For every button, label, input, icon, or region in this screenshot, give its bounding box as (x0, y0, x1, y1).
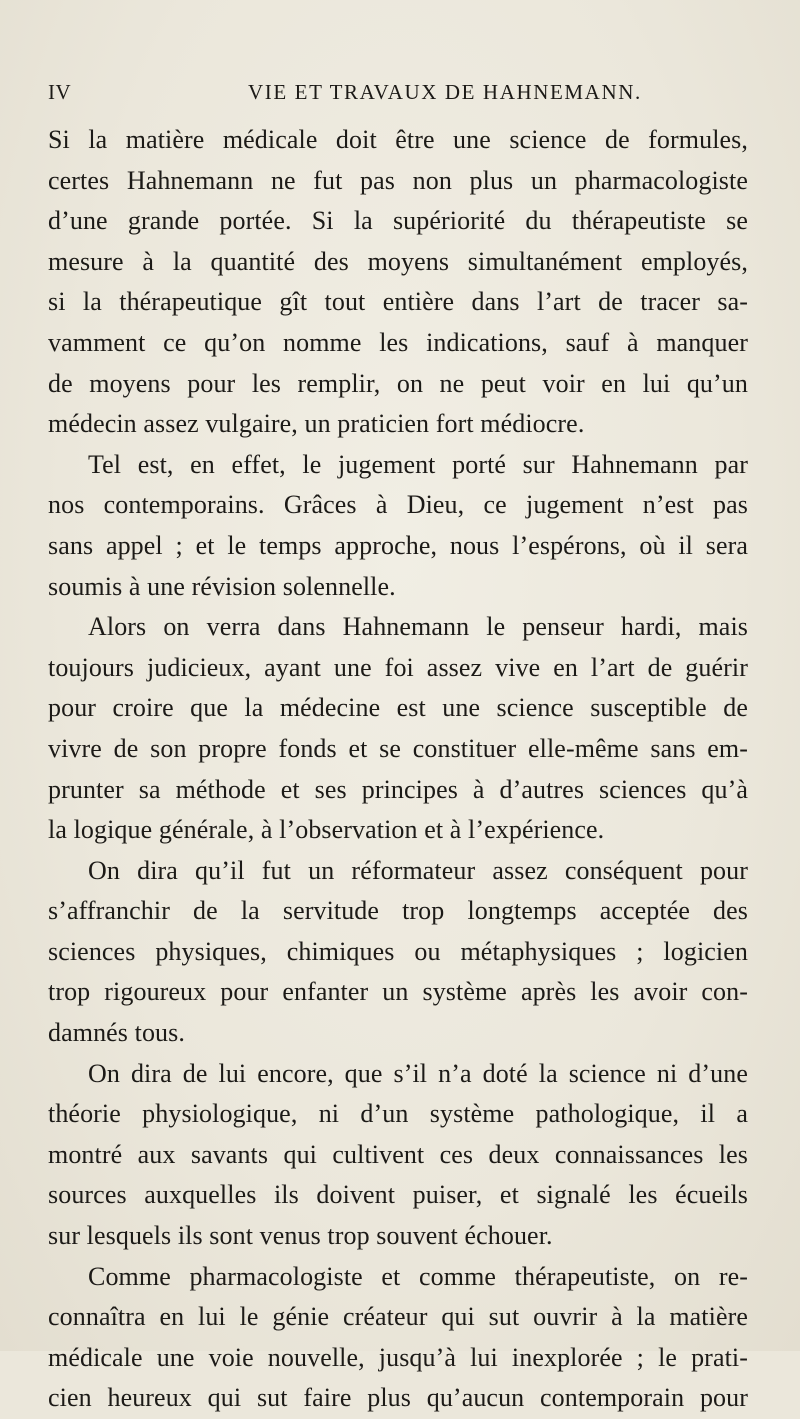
text-line: pour croire que la médecine est une science susceptible de (48, 693, 748, 723)
text-line: damnés tous. (48, 1018, 185, 1048)
body-text (48, 120, 748, 1419)
text-line: montré aux savants qui cultivent ces deux connaissances les (48, 1139, 748, 1169)
text-line: nos contemporains. Grâces à Dieu, ce jugement n’est pas (48, 490, 748, 520)
text-line: sources auxquelles ils doivent puiser, et signalé les écueils (48, 1180, 748, 1210)
text-line: de moyens pour les remplir, on ne peut voir en lui qu’un (48, 368, 748, 398)
text-line: la logique générale, à l’observation et à l’expérience. (48, 815, 605, 845)
running-title: VIE ET TRAVAUX DE HAHNEMANN. (248, 80, 642, 104)
text-line: mesure à la quantité des moyens simultanément employés, (48, 246, 748, 276)
text-line: certes Hahnemann ne fut pas non plus un pharmacologiste (48, 165, 748, 195)
running-head (48, 80, 750, 110)
text-line: Comme pharmacologiste et comme thérapeutiste, on re- (88, 1261, 748, 1291)
text-line: s’affranchir de la servitude trop longtemps acceptée des (48, 896, 748, 926)
text-line: Tel est, en effet, le jugement porté sur Hahnemann par (88, 449, 748, 479)
text-line: connaîtra en lui le génie créateur qui sut ouvrir à la matière (48, 1302, 748, 1332)
text-line: Si la matière médicale doit être une science de formules, (48, 125, 748, 154)
text-line: vivre de son propre fonds et se constituer elle-même sans em- (48, 733, 748, 763)
text-line: sans appel ; et le temps approche, nous l’espérons, où il sera (48, 530, 748, 560)
text-line: soumis à une révision solennelle. (48, 571, 396, 601)
text-line: théorie physiologique, ni d’un système pathologique, il a (48, 1099, 748, 1129)
text-line: si la thérapeutique gît tout entière dans l’art de tracer sa- (48, 287, 748, 317)
text-line: cien heureux qui sut faire plus qu’aucun contemporain pour (48, 1383, 748, 1413)
text-line: On dira de lui encore, que s’il n’a doté la science ni d’une (88, 1058, 748, 1088)
text-line: toujours judicieux, ayant une foi assez vive en l’art de guérir (48, 652, 748, 682)
text-line: d’une grande portée. Si la supériorité du thérapeutiste se (48, 206, 748, 236)
text-line: Alors on verra dans Hahnemann le penseur hardi, mais (88, 612, 748, 642)
text-line: On dira qu’il fut un réformateur assez conséquent pour (88, 855, 748, 885)
text-line: sur lesquels ils sont venus trop souvent échouer. (48, 1221, 553, 1251)
text-line: prunter sa méthode et ses principes à d’autres sciences qu’à (48, 774, 748, 804)
text-line: trop rigoureux pour enfanter un système après les avoir con- (48, 977, 748, 1007)
page-number: IV (48, 80, 72, 104)
text-line: sciences physiques, chimiques ou métaphysiques ; logicien (48, 936, 748, 966)
text-line: médicale une voie nouvelle, jusqu’à lui inexplorée ; le prati- (48, 1342, 748, 1372)
text-line: vamment ce qu’on nomme les indications, sauf à manquer (48, 327, 748, 357)
text-line: médecin assez vulgaire, un praticien fort médiocre. (48, 409, 585, 439)
